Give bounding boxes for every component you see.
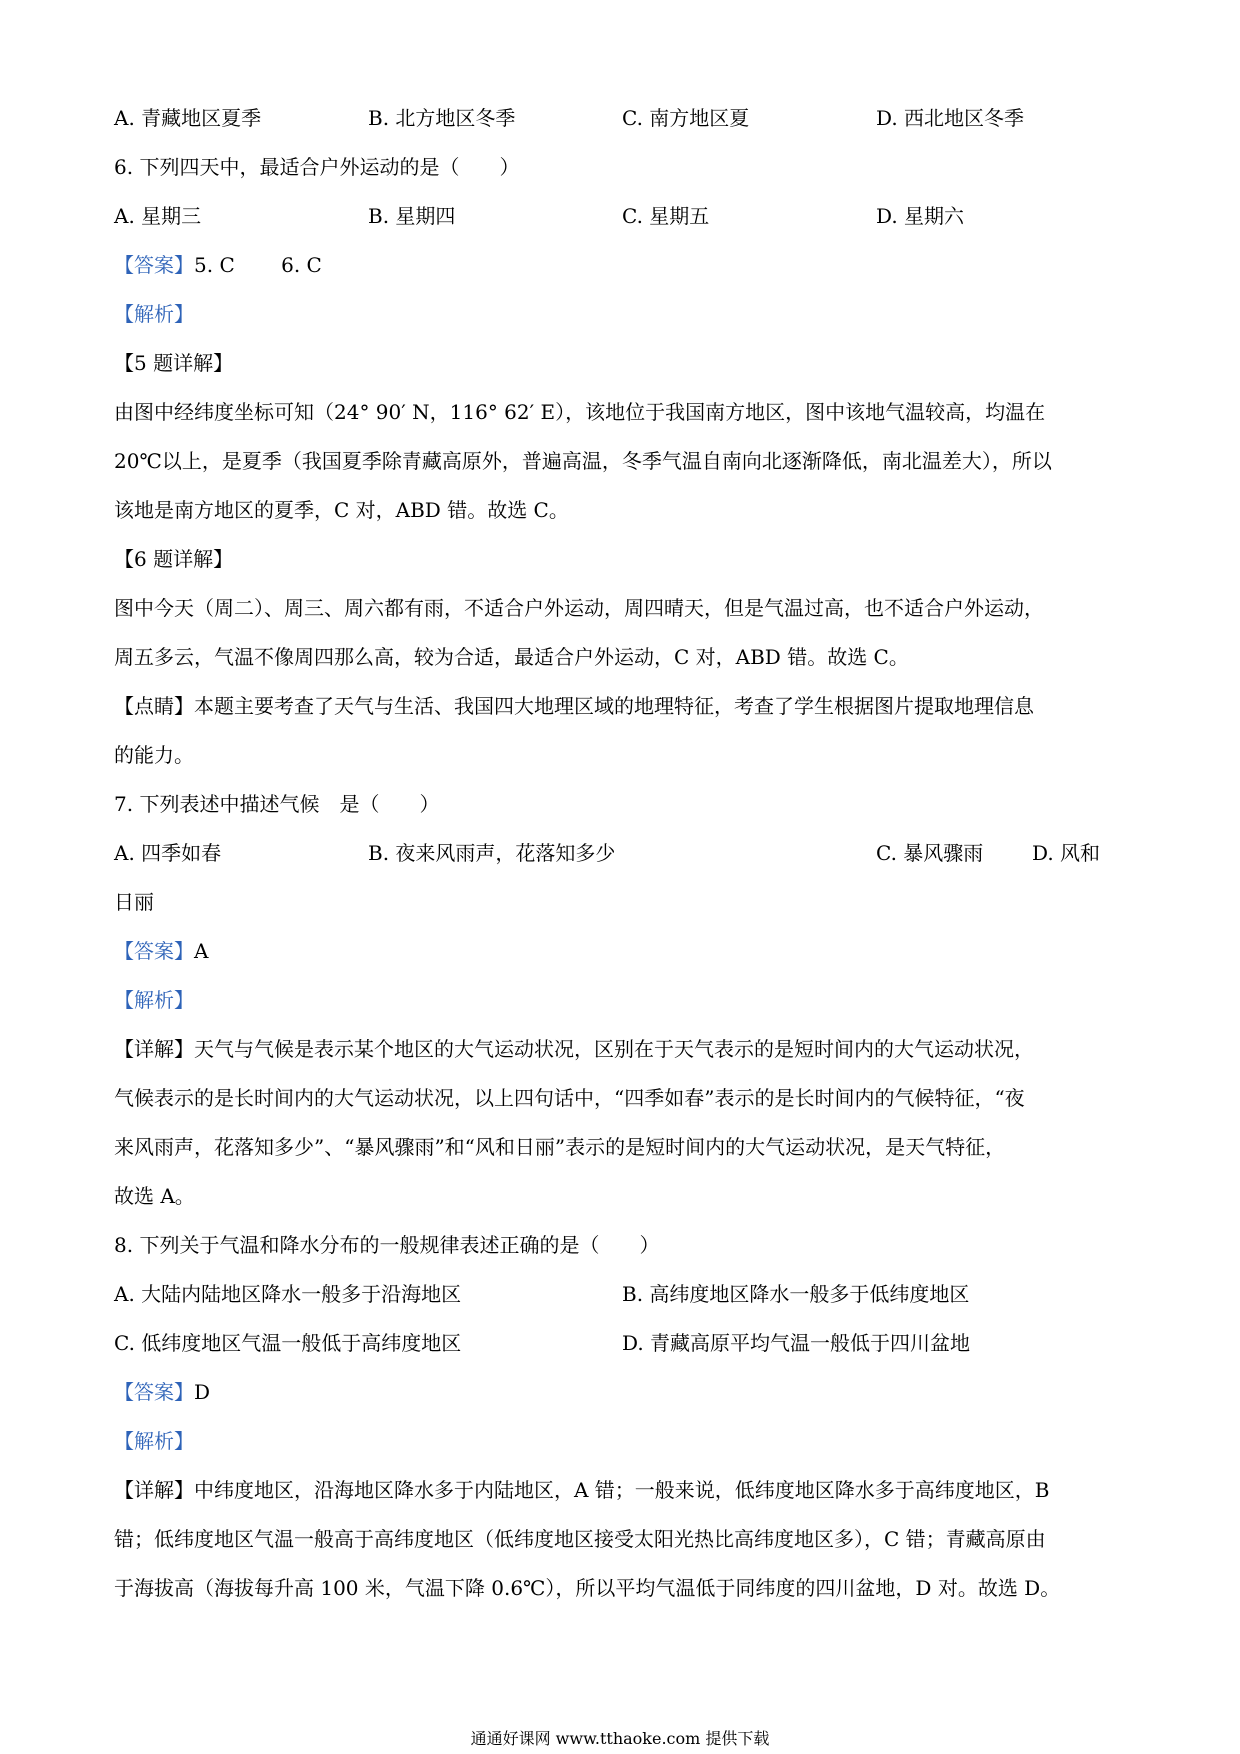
q8-detail-line: 错；低纬度地区气温一般高于高纬度地区（低纬度地区接受太阳光热比高纬度地区多），C 错；青藏高原由 <box>114 1527 1046 1551</box>
q8-option-a: A. 大陆内陆地区降水一般多于沿海地区 <box>114 1282 462 1306</box>
q7-option-d-wrap: 日丽 <box>114 890 154 914</box>
analysis-tag: 【解析】 <box>114 302 194 326</box>
q6-option-b: B. 星期四 <box>368 204 456 228</box>
q6-detail-line: 图中今天（周二）、周三、周六都有雨，不适合户外运动，周四晴天，但是气温过高，也不适合户外运动， <box>114 596 1044 620</box>
analysis-tag: 【解析】 <box>114 1429 194 1453</box>
detail-text: 中纬度地区，沿海地区降水多于内陆地区，A 错；一般来说，低纬度地区降水多于高纬度地区，B <box>194 1478 1050 1502</box>
q6-stem: 6. 下列四天中，最适合户外运动的是（ ） <box>114 155 520 179</box>
analysis-tag: 【解析】 <box>114 988 194 1012</box>
commentary-line-2: 的能力。 <box>114 743 194 767</box>
q6-option-c: C. 星期五 <box>622 204 710 228</box>
q7-detail-line: 来风雨声，花落知多少”、“暴风骤雨”和“风和日丽”表示的是短时间内的大气运动状况，是天气特征， <box>114 1135 1006 1159</box>
detail-text: 天气与气候是表示某个地区的大气运动状况，区别在于天气表示的是短时间内的大气运动状况， <box>194 1037 1034 1061</box>
q5-option-c: C. 南方地区夏 <box>622 106 750 130</box>
detail-tag: 【详解】 <box>114 1478 194 1502</box>
q6-detail-line: 周五多云，气温不像周四那么高，较为合适，最适合户外运动，C 对，ABD 错。故选 C。 <box>114 645 909 669</box>
answer-text: A <box>194 939 209 963</box>
q7-detail-line: 气候表示的是长时间内的大气运动状况，以上四句话中，“四季如春”表示的是长时间内的气候特征，“夜 <box>114 1086 1025 1110</box>
commentary <box>114 692 1034 720</box>
q5-detail-line: 由图中经纬度坐标可知（24° 90′ N，116° 62′ E），该地位于我国南方地区，图中该地气温较高，均温在 <box>114 400 1046 424</box>
commentary-text: 本题主要考查了天气与生活、我国四大地理区域的地理特征，考查了学生根据图片提取地理信息 <box>194 694 1034 718</box>
q7-detail-line: 故选 A。 <box>114 1184 195 1208</box>
q8-stem: 8. 下列关于气温和降水分布的一般规律表述正确的是（ ） <box>114 1233 660 1257</box>
detail-tag: 【详解】 <box>114 1037 194 1061</box>
answer-tag: 【答案】 <box>114 253 194 277</box>
q7-answer <box>114 937 208 965</box>
page-footer: 通通好课网 www.tthaoke.com 提供下载 <box>470 1729 770 1748</box>
q6-option-d: D. 星期六 <box>876 204 965 228</box>
answer-tag: 【答案】 <box>114 939 194 963</box>
q7-stem: 7. 下列表述中描述气候 是（ ） <box>114 792 440 816</box>
q5-option-d: D. 西北地区冬季 <box>876 106 1025 130</box>
q8-option-d: D. 青藏高原平均气温一般低于四川盆地 <box>622 1331 971 1355</box>
q7-detail <box>114 1035 1034 1063</box>
commentary-tag: 【点睛】 <box>114 694 194 718</box>
q5-detail-tag: 【5 题详解】 <box>114 351 234 375</box>
q5-option-b: B. 北方地区冬季 <box>368 106 516 130</box>
q6-option-a: A. 星期三 <box>114 204 202 228</box>
q5-detail-line: 20℃以上，是夏季（我国夏季除青藏高原外，普遍高温，冬季气温自南向北逐渐降低，南北温差大），所以 <box>114 449 1052 473</box>
answer-tag: 【答案】 <box>114 1380 194 1404</box>
answer-text: D <box>194 1380 211 1404</box>
answer-text: 5. C 6. C <box>194 253 322 277</box>
q8-answer <box>114 1378 210 1406</box>
q5-detail-line: 该地是南方地区的夏季，C 对，ABD 错。故选 C。 <box>114 498 569 522</box>
q8-detail <box>114 1476 1050 1504</box>
q7-option-a: A. 四季如春 <box>114 841 222 865</box>
q6-detail-tag: 【6 题详解】 <box>114 547 234 571</box>
q5-option-a: A. 青藏地区夏季 <box>114 106 262 130</box>
q8-detail-line: 于海拔高（海拔每升高 100 米，气温下降 0.6℃），所以平均气温低于同纬度的四川盆地，D 对。故选 D。 <box>114 1576 1061 1600</box>
q8-option-b: B. 高纬度地区降水一般多于低纬度地区 <box>622 1282 970 1306</box>
answer-5-6 <box>114 251 322 279</box>
q7-option-c: C. 暴风骤雨 <box>876 841 984 865</box>
q7-option-b: B. 夜来风雨声，花落知多少 <box>368 841 616 865</box>
q8-option-c: C. 低纬度地区气温一般低于高纬度地区 <box>114 1331 462 1355</box>
q7-option-d: D. 风和 <box>1032 841 1101 865</box>
